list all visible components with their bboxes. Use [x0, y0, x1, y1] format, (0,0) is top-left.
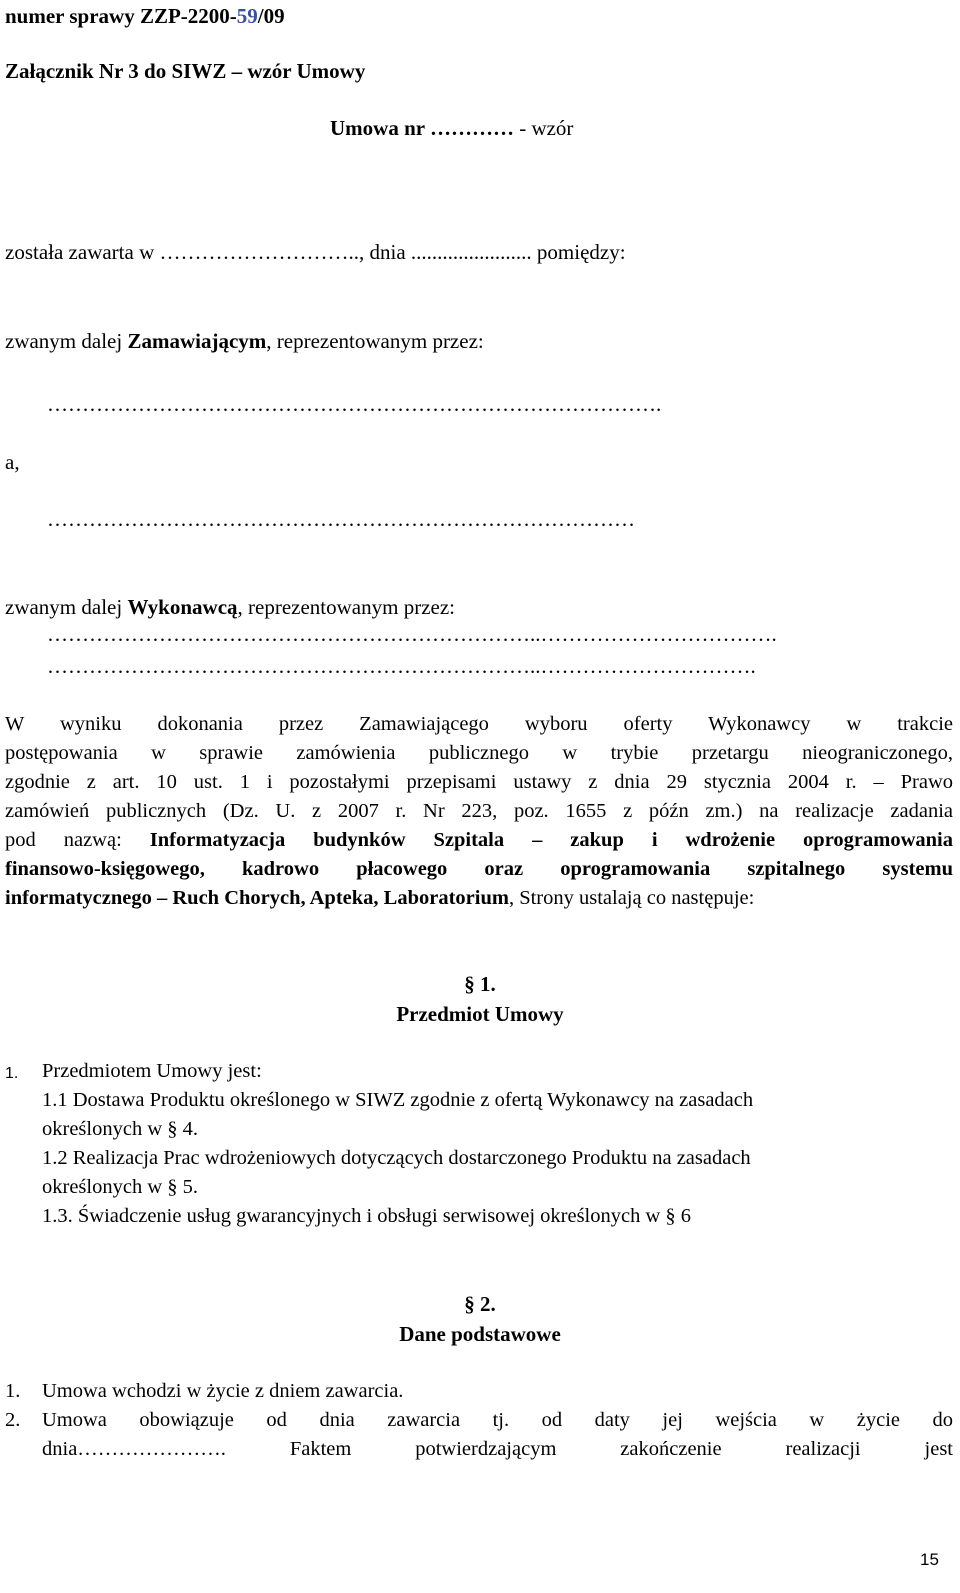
preamble-line: zgodnie z art. 10 ust. 1 i pozostałymi przepisami ustawy z dnia 29 stycznia 2004 r. – Prawo [5, 771, 953, 793]
contractor-line: zwanym dalej Wykonawcą, reprezentowanym przez: [5, 595, 455, 619]
list-item-number: 2. [5, 1409, 21, 1431]
list-item-text: dnia…………………. Faktem potwierdzającym zakończenie realizacji jest [42, 1438, 953, 1460]
sub-item-text: określonych w § 5. [42, 1176, 199, 1198]
concluded-line: została zawarta w ……………………….., dnia ....................... pomiędzy: [5, 240, 626, 264]
preamble-line: pod nazwą: Informatyzacja budynków Szpitala – zakup i wdrożenie oprogramowania [5, 829, 953, 851]
agreement-title: Umowa nr ………… - wzór [330, 116, 574, 140]
section-2-title: Dane podstawowe [399, 1322, 561, 1346]
preamble-paragraph [5, 710, 953, 913]
sub-item-text: 1.3. Świadczenie usług gwarancyjnych i obsługi serwisowej określonych w § 6 [42, 1205, 692, 1227]
sub-item-text: 1.2 Realizacja Prac wdrożeniowych dotyczących dostarczonego Produktu na zasadach [42, 1147, 751, 1169]
preamble-line: zamówień publicznych (Dz. U. z 2007 r. Nr 223, poz. 1655 z późn zm.) na realizacje zadania [5, 800, 953, 822]
preamble-line: postępowania w sprawie zamówienia publicznego w trybie przetargu nieograniczonego, [5, 742, 953, 764]
buyer-line: zwanym dalej Zamawiającym, reprezentowanym przez: [5, 329, 484, 353]
list-item-text: Umowa wchodzi w życie z dniem zawarcia. [42, 1380, 404, 1402]
preamble-line: finansowo-księgowego, kadrowo płacowego oraz oprogramowania szpitalnego systemu [5, 858, 953, 880]
preamble-line: W wyniku dokonania przez Zamawiającego wyboru oferty Wykonawcy w trakcie [5, 713, 953, 735]
list-item [5, 1057, 925, 1231]
contractor-representative-dots-2: ……………………………………………………………..…………………………. [47, 654, 756, 678]
contractor-representative-dots-1: ……………………………………………………………..……………………………. [47, 622, 777, 646]
buyer-representative-dots: ……………………………………………………………………………. [47, 392, 662, 416]
list-item [5, 1377, 953, 1406]
case-number: numer sprawy ZZP-2200-59/09 [5, 4, 285, 28]
attachment-heading: Załącznik Nr 3 do SIWZ – wzór Umowy [5, 59, 366, 83]
section-1-title: Przedmiot Umowy [396, 1002, 564, 1026]
sub-item-text: 1.1 Dostawa Produktu określonego w SIWZ zgodnie z ofertą Wykonawcy na zasadach [42, 1089, 754, 1111]
and-word: a, [5, 450, 20, 474]
section-1-list [5, 1057, 925, 1231]
list-item-text: Przedmiotem Umowy jest: [42, 1060, 262, 1082]
list-item [5, 1406, 953, 1464]
case-number-highlight: 59 [236, 4, 258, 28]
section-2-number: § 2. [464, 1292, 496, 1316]
preamble-line: informatycznego – Ruch Chorych, Apteka, Laboratorium, Strony ustalają co następuje: [5, 887, 755, 909]
contractor-name-dots: ………………………………………………………………………… [47, 507, 635, 531]
list-item-number: 1. [5, 1065, 19, 1082]
list-item-number: 1. [5, 1380, 21, 1402]
section-2-list [5, 1377, 953, 1464]
page-number: 15 [920, 1550, 939, 1569]
list-item-text: Umowa obowiązuje od dnia zawarcia tj. od daty jej wejścia w życie do [42, 1409, 953, 1431]
section-1-number: § 1. [464, 972, 496, 996]
sub-item-text: określonych w § 4. [42, 1118, 199, 1140]
